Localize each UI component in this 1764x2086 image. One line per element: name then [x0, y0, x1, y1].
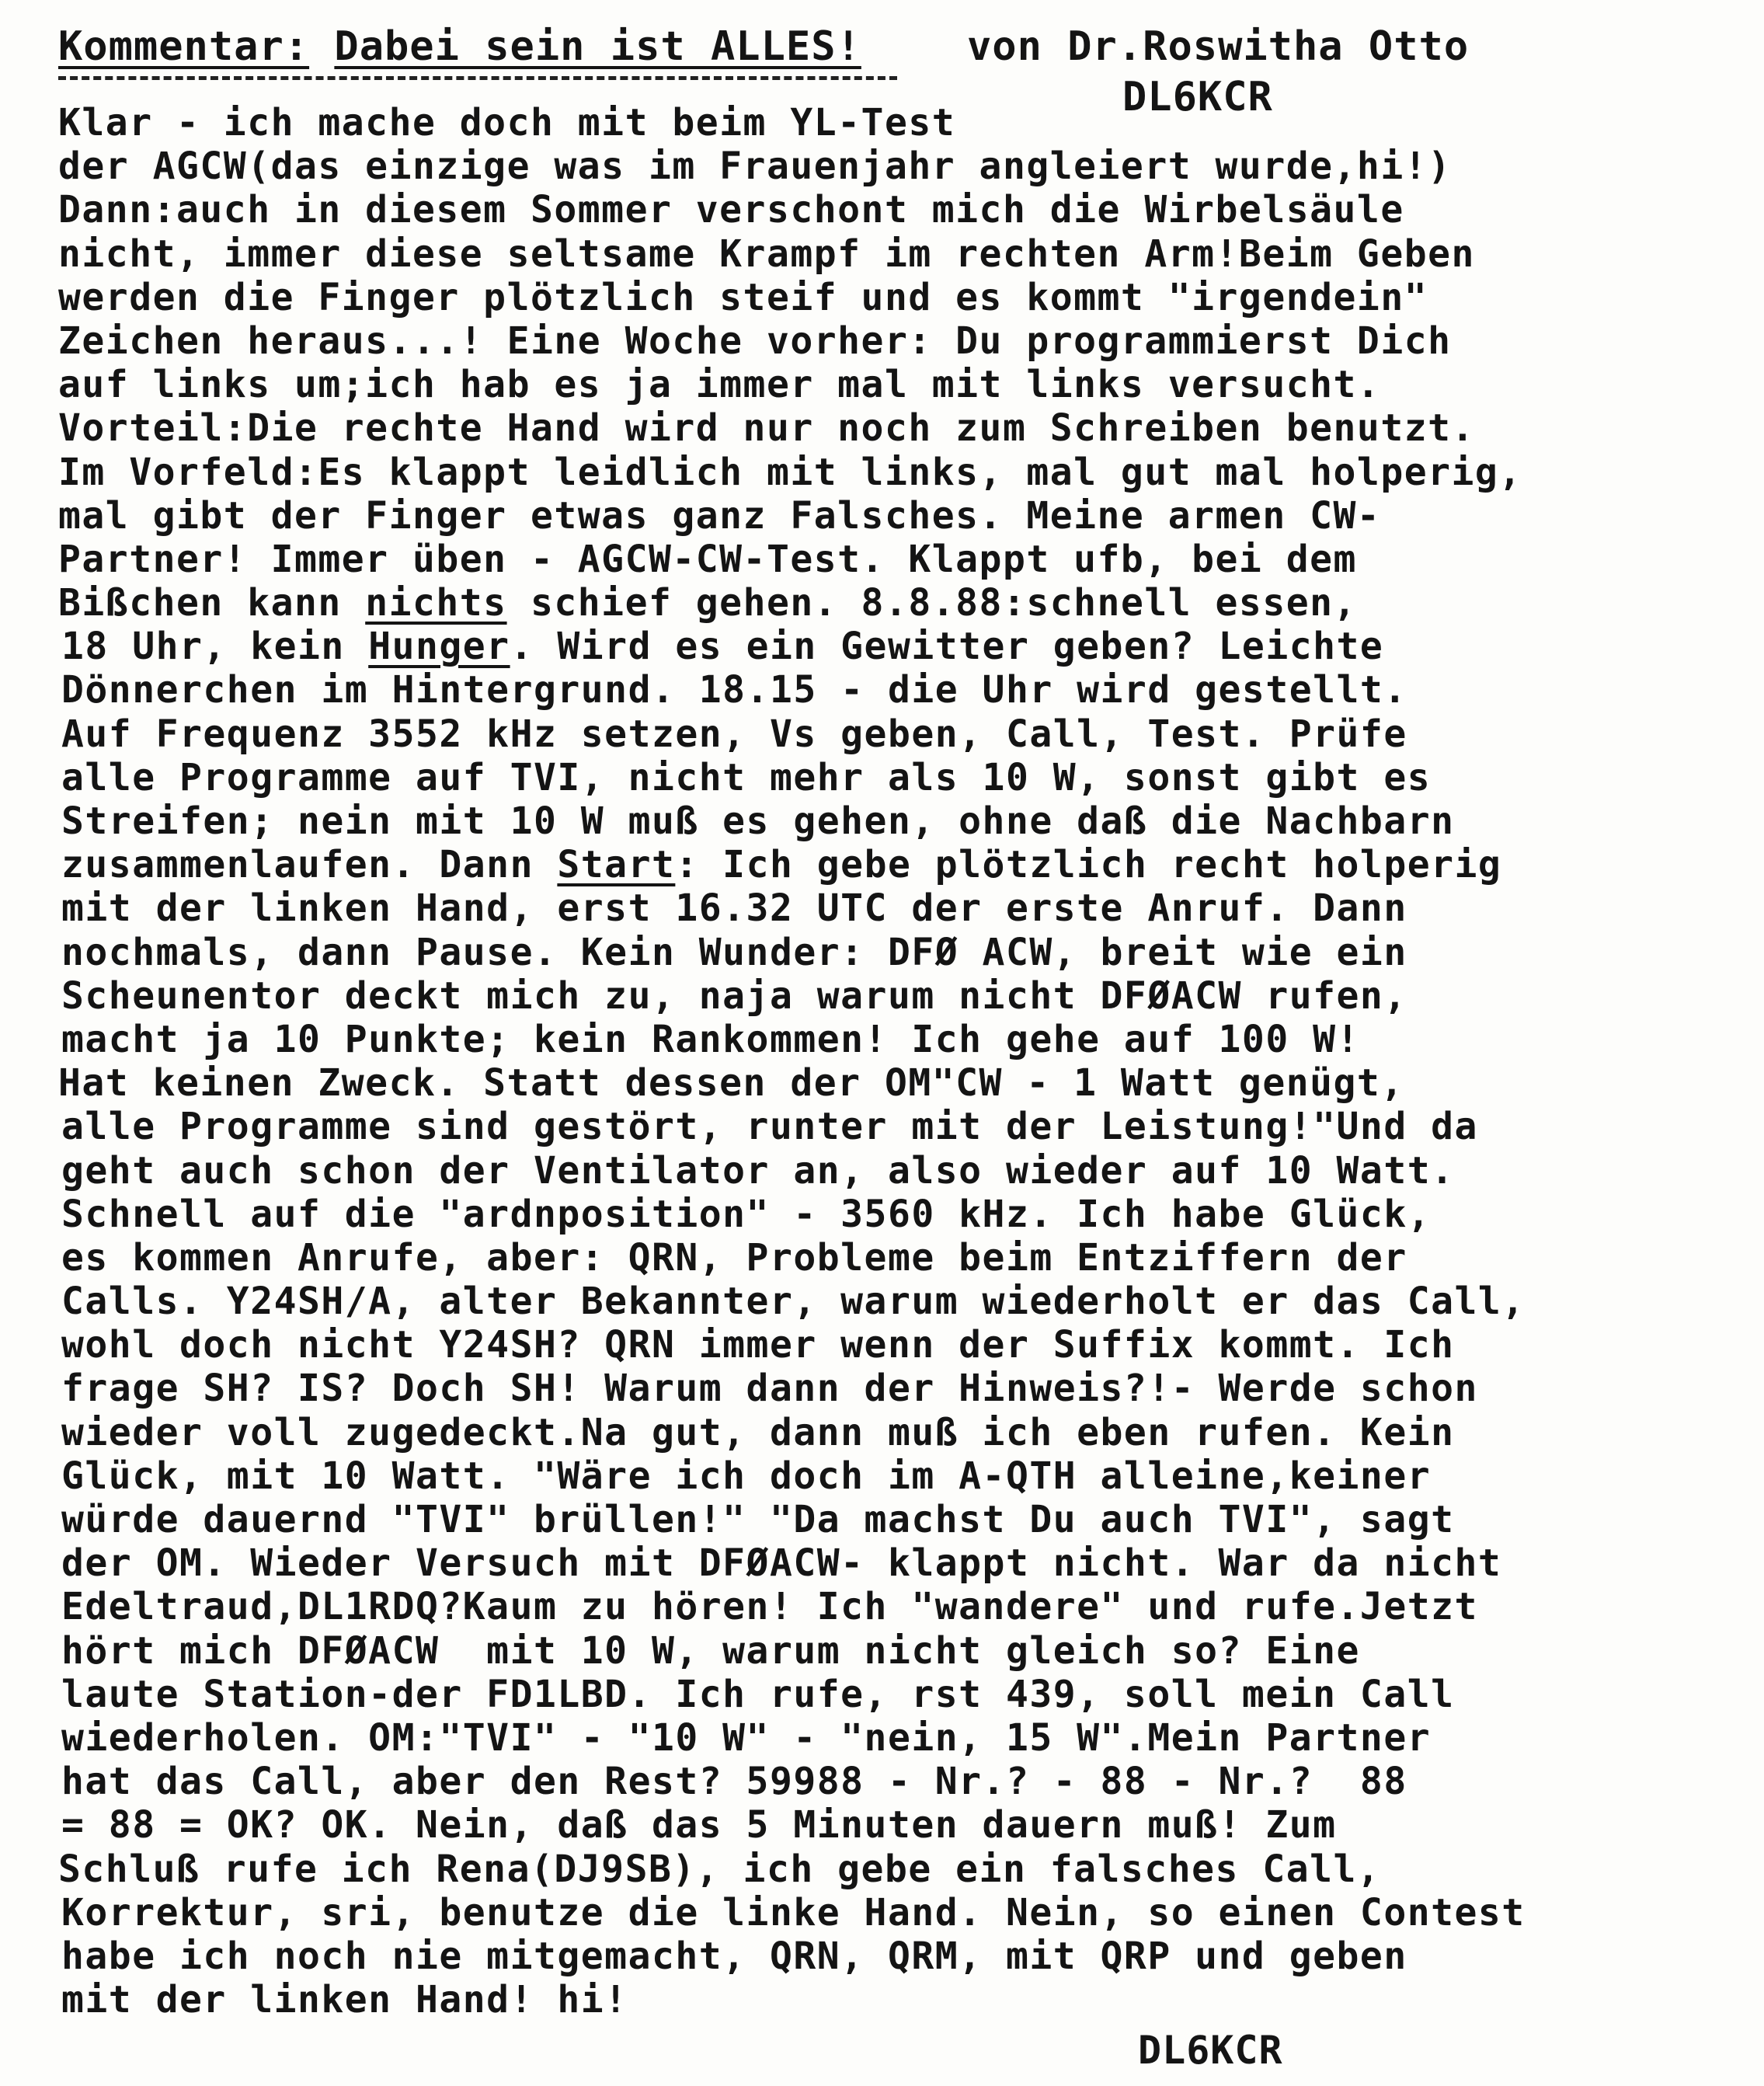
body-line — [58, 538, 1728, 581]
line-text: mit der linken Hand, erst 16.32 UTC der erste Anruf. Dann — [61, 886, 1407, 931]
body-line — [58, 1236, 1728, 1280]
line-text: Vorteil:Die rechte Hand wird nur noch zum Schreiben benutzt. — [58, 406, 1475, 451]
line-text: Partner! Immer üben - AGCW-CW-Test. Klappt ufb, bei dem — [58, 537, 1357, 581]
line-text: hört mich DFØACW mit 10 W, warum nicht gleich so? Eine — [61, 1628, 1360, 1673]
body-line — [58, 1803, 1728, 1847]
body-line — [58, 1760, 1728, 1803]
line-text: Auf Frequenz 3552 kHz setzen, Vs geben, Call, Test. Prüfe — [61, 712, 1407, 756]
line-text: wohl doch nicht Y24SH? QRN immer wenn der Suffix kommt. Ich — [61, 1323, 1455, 1367]
body-line — [58, 1891, 1728, 1935]
body-line — [58, 1498, 1728, 1541]
body-line — [58, 712, 1728, 756]
body-line — [58, 843, 1728, 886]
article-title: Dabei sein ist ALLES! — [334, 23, 861, 70]
line-text: Dann:auch in diesem Sommer verschont mich die Wirbelsäule — [58, 188, 1404, 232]
body-line — [58, 406, 1728, 450]
line-text: nicht, immer diese seltsame Krampf im rechten Arm!Beim Geben — [58, 232, 1475, 276]
line-text: : Ich gebe plötzlich recht holperig — [675, 843, 1502, 887]
body-line — [58, 1323, 1728, 1367]
line-text: Korrektur, sri, benutze die linke Hand. Nein, so einen Contest — [61, 1890, 1526, 1935]
author-callsign: DL6KCR — [1122, 74, 1273, 120]
line-text: Scheunentor deckt mich zu, naja warum nicht DFØACW rufen, — [61, 973, 1407, 1018]
line-text: Klar - ich mache doch mit beim YL-Test — [58, 101, 956, 145]
underlined-word: Hunger — [368, 625, 510, 669]
line-text: Schnell auf die "ardnposition" - 3560 kHz. Ich habe Glück, — [61, 1192, 1432, 1236]
body-line — [58, 363, 1728, 406]
body-line — [58, 1367, 1728, 1410]
body-line — [58, 668, 1728, 712]
body-line — [58, 581, 1728, 625]
line-text: Glück, mit 10 Watt. "Wäre ich doch im A-QTH alleine,keiner — [61, 1454, 1432, 1498]
line-text: hat das Call, aber den Rest? 59988 - Nr.? - 88 - Nr.? 88 — [61, 1760, 1407, 1804]
body-line — [58, 1847, 1728, 1891]
body-line — [58, 974, 1728, 1018]
line-text: Im Vorfeld:Es klappt leidlich mit links, mal gut mal holperig, — [58, 450, 1522, 494]
line-text: Schluß rufe ich Rena(DJ9SB), ich gebe ein falsches Call, — [58, 1847, 1381, 1891]
body-line — [58, 1149, 1728, 1193]
comment-label: Kommentar: — [58, 23, 310, 70]
line-text: macht ja 10 Punkte; kein Rankommen! Ich gehe auf 100 W! — [61, 1017, 1360, 1061]
body-line — [58, 101, 1728, 145]
body-line — [58, 188, 1728, 232]
body-line — [58, 1716, 1728, 1760]
article-body — [58, 101, 1728, 2022]
line-text: Bißchen kann — [58, 581, 366, 625]
title-line — [58, 23, 861, 70]
body-line — [58, 1280, 1728, 1323]
body-line — [58, 799, 1728, 843]
line-text: Calls. Y24SH/A, alter Bekannter, warum wiederholt er das Call, — [61, 1280, 1526, 1324]
underlined-word: Start — [557, 843, 676, 887]
line-text: frage SH? IS? Doch SH! Warum dann der Hinweis?!- Werde schon — [61, 1367, 1478, 1411]
line-text: Hat keinen Zweck. Statt dessen der OM"CW - 1 Watt genügt, — [58, 1061, 1404, 1106]
line-text: Edeltraud,DL1RDQ?Kaum zu hören! Ich "wandere" und rufe.Jetzt — [61, 1585, 1478, 1629]
dashed-underline — [58, 76, 897, 80]
body-line — [58, 1978, 1728, 2022]
line-text: würde dauernd "TVI" brüllen!" "Da machst Du auch TVI", sagt — [61, 1498, 1455, 1541]
body-line — [58, 1585, 1728, 1628]
line-text: wieder voll zugedeckt.Na gut, dann muß ich eben rufen. Kein — [61, 1410, 1455, 1454]
body-line — [58, 1629, 1728, 1673]
line-text: = 88 = OK? OK. Nein, daß das 5 Minuten dauern muß! Zum — [61, 1803, 1337, 1847]
line-text: zusammenlaufen. Dann — [61, 843, 558, 887]
body-line — [58, 1454, 1728, 1498]
line-text: es kommen Anrufe, aber: QRN, Probleme beim Entziffern der — [61, 1235, 1407, 1280]
line-text: mal gibt der Finger etwas ganz Falsches. Meine armen CW- — [58, 493, 1381, 538]
line-text: wiederholen. OM:"TVI" - "10 W" - "nein, 15 W".Mein Partner — [61, 1715, 1432, 1760]
body-line — [58, 276, 1728, 319]
line-text: Zeichen heraus...! Eine Woche vorher: Du programmierst Dich — [58, 319, 1452, 363]
body-line — [58, 931, 1728, 974]
line-text: Dönnerchen im Hintergrund. 18.15 - die Uhr wird gestellt. — [61, 668, 1407, 712]
line-text: laute Station-der FD1LBD. Ich rufe, rst 439, soll mein Call — [61, 1672, 1455, 1716]
line-text: nochmals, dann Pause. Kein Wunder: DFØ ACW, breit wie ein — [61, 930, 1407, 974]
line-text: schief gehen. 8.8.88:schnell essen, — [506, 581, 1357, 625]
line-text: auf links um;ich hab es ja immer mal mit links versucht. — [58, 363, 1381, 407]
body-line — [58, 1061, 1728, 1105]
line-text: der OM. Wieder Versuch mit DFØACW- klappt nicht. War da nicht — [61, 1541, 1502, 1586]
body-line — [58, 145, 1728, 188]
line-text: alle Programme sind gestört, runter mit der Leistung!"Und da — [61, 1105, 1478, 1149]
body-line — [58, 886, 1728, 930]
line-text: werden die Finger plötzlich steif und es kommt "irgendein" — [58, 275, 1428, 319]
body-line — [58, 451, 1728, 494]
body-line — [58, 756, 1728, 799]
line-text: . Wird es ein Gewitter geben? Leichte — [510, 625, 1384, 669]
body-line — [58, 319, 1728, 363]
body-line — [58, 1541, 1728, 1585]
body-line — [58, 1673, 1728, 1716]
line-text: Streifen; nein mit 10 W muß es gehen, ohne daß die Nachbarn — [61, 799, 1455, 843]
body-line — [58, 232, 1728, 276]
body-line — [58, 1935, 1728, 1978]
body-line — [58, 625, 1728, 668]
line-text: habe ich noch nie mitgemacht, QRN, QRM, mit QRP und geben — [61, 1934, 1407, 1978]
author-byline: von Dr.Roswitha Otto — [967, 23, 1470, 70]
body-line — [58, 494, 1728, 538]
underlined-word: nichts — [365, 581, 507, 625]
line-text: alle Programme auf TVI, nicht mehr als 10 W, sonst gibt es — [61, 755, 1432, 799]
line-text: mit der linken Hand! hi! — [61, 1978, 628, 2022]
signature-callsign: DL6KCR — [1138, 2028, 1283, 2073]
body-line — [58, 1018, 1728, 1061]
body-line — [58, 1193, 1728, 1236]
body-line — [58, 1411, 1728, 1454]
body-line — [58, 1105, 1728, 1148]
line-text: geht auch schon der Ventilator an, also wieder auf 10 Watt. — [61, 1148, 1455, 1193]
line-text: 18 Uhr, kein — [61, 625, 369, 669]
line-text: der AGCW(das einzige was im Frauenjahr angleiert wurde,hi!) — [58, 145, 1452, 189]
